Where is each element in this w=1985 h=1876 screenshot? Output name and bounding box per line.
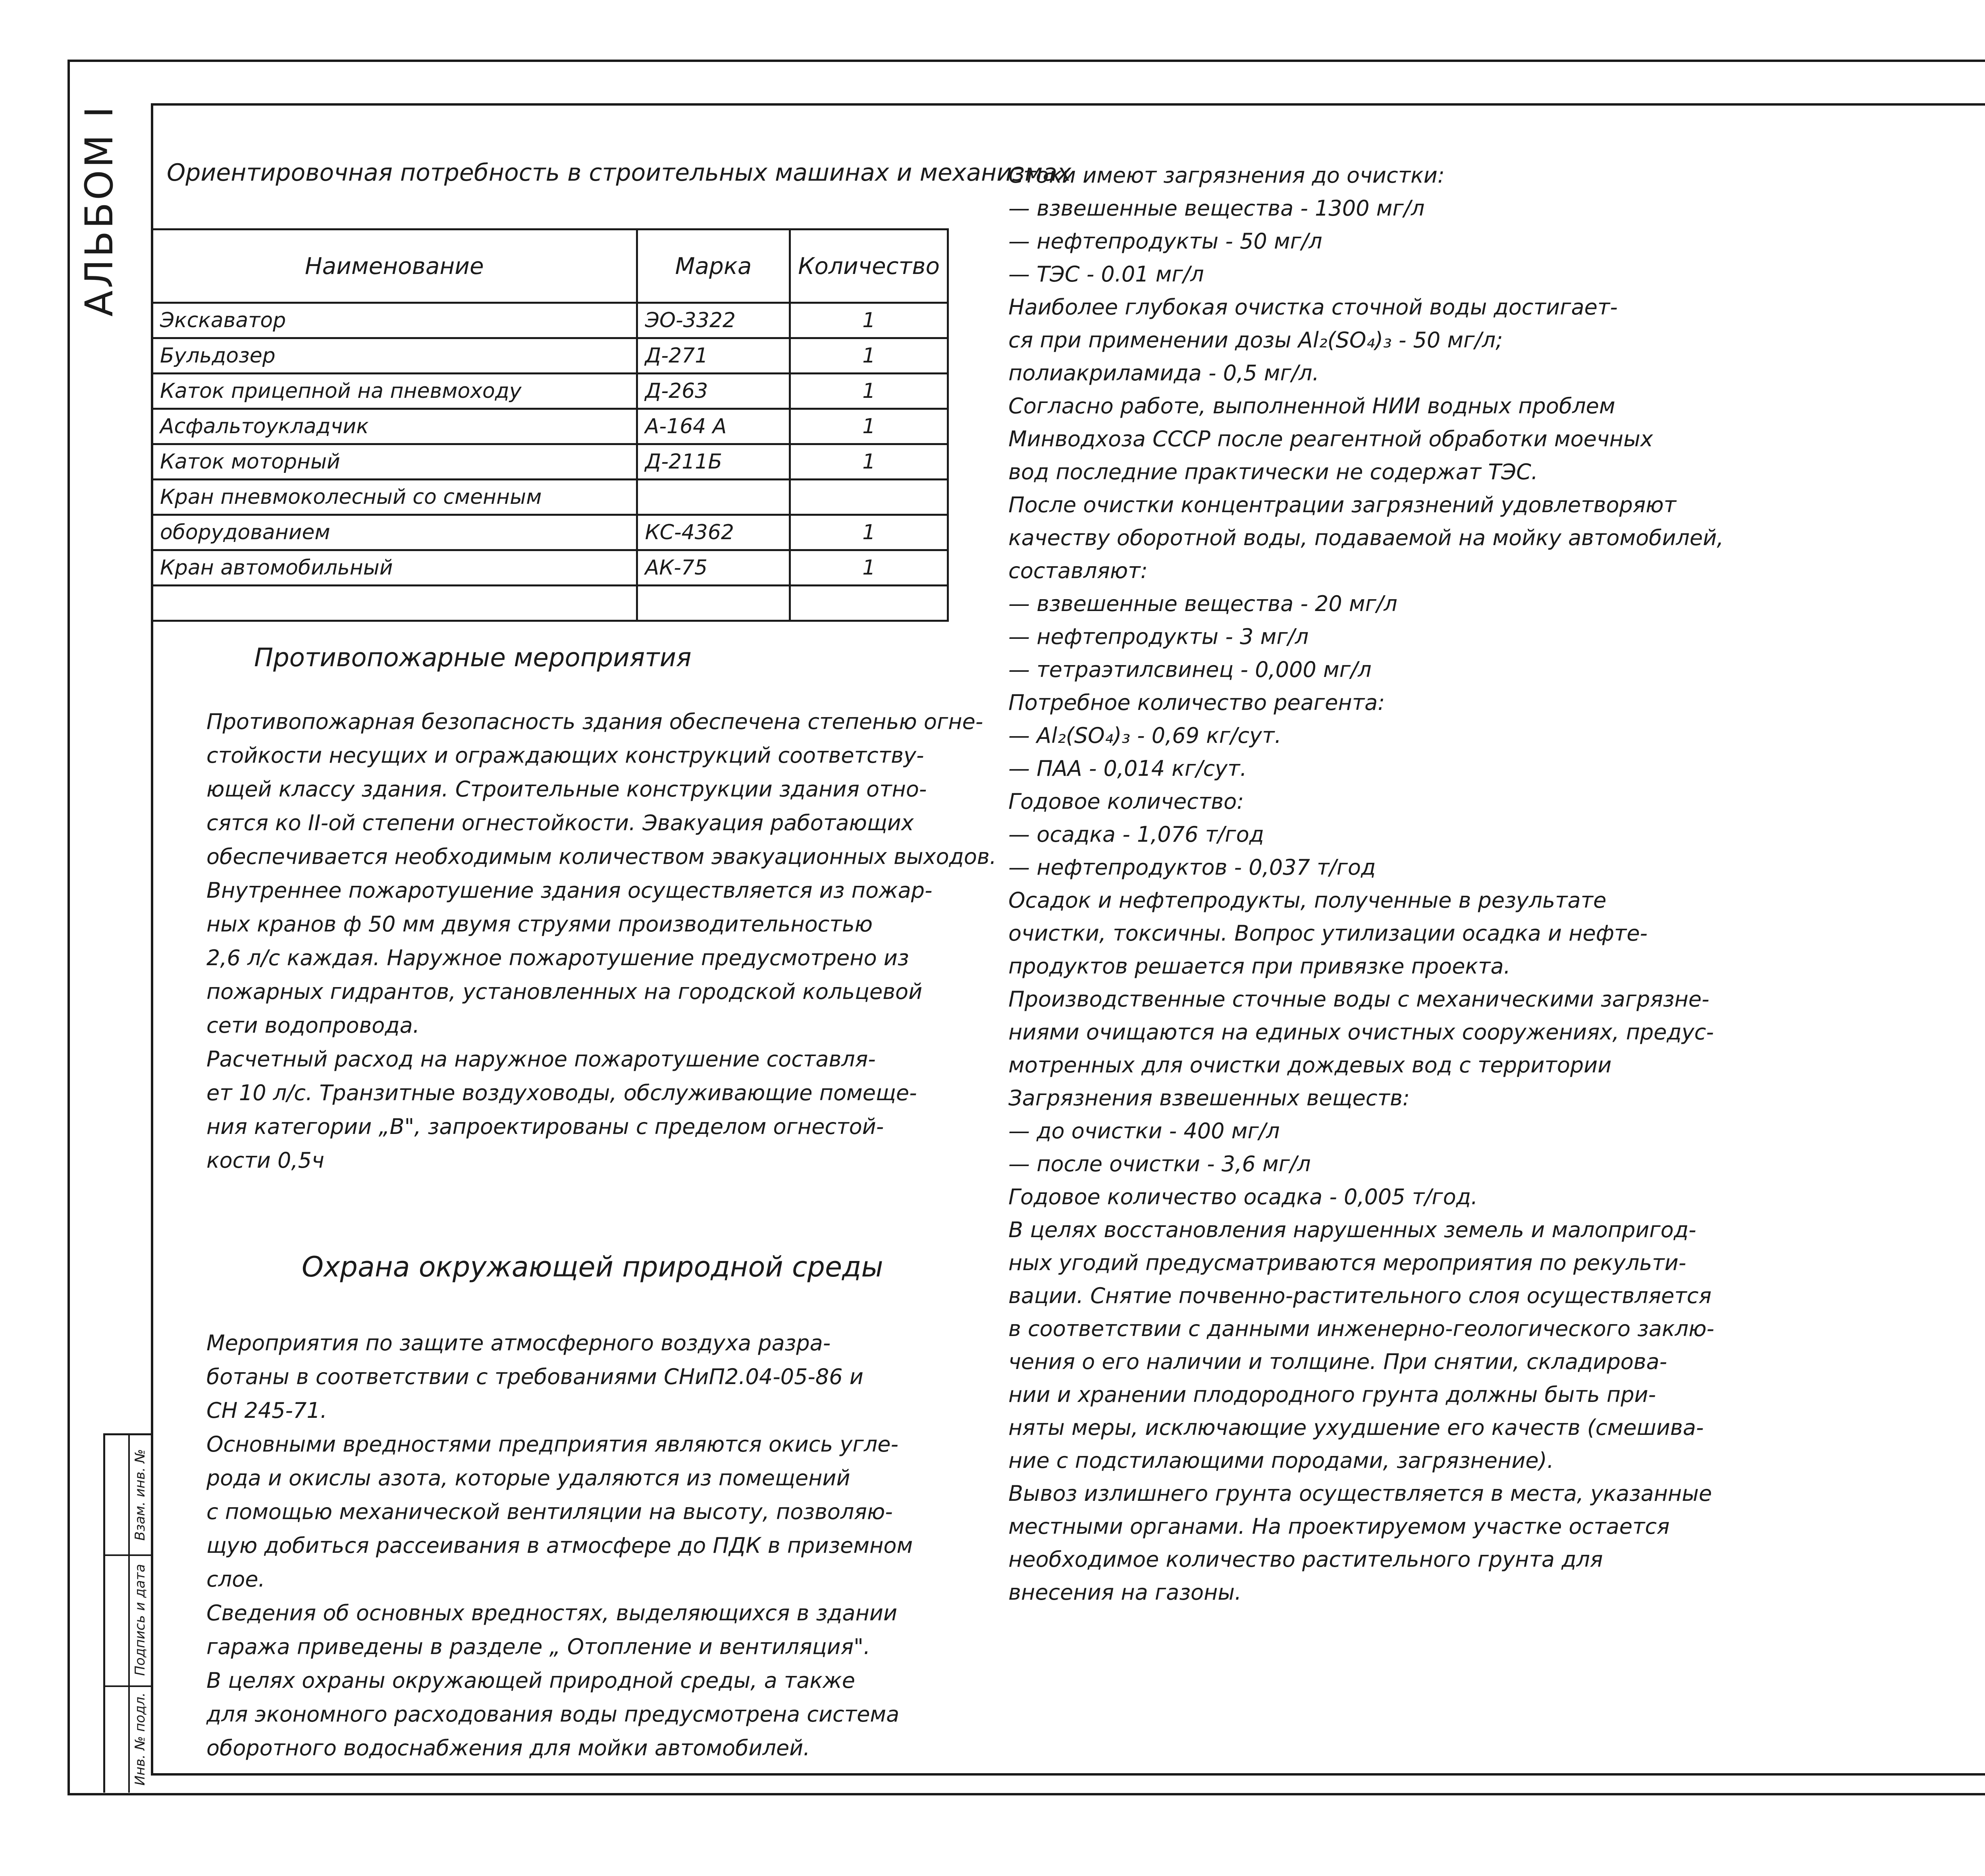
text-line: ние с подстилающими породами, загрязнение). xyxy=(1008,1448,1554,1473)
text-line: — нефтепродуктов - 0,037 т/год xyxy=(1008,855,1376,880)
cell-qty: 1 xyxy=(790,444,948,480)
text-line: вод последние практически не содержат ТЭС. xyxy=(1008,459,1538,484)
text-line: ботаны в соответствии с требованиями СНиП2.04-05-86 и xyxy=(206,1364,863,1389)
text-line: ет 10 л/с. Транзитные воздуховоды, обслуживающие помеще- xyxy=(206,1080,917,1105)
text-line: вации. Снятие почвенно-растительного слоя осуществляется xyxy=(1008,1283,1712,1308)
fire-text xyxy=(206,705,996,1177)
cell-brand: АК-75 xyxy=(637,550,790,586)
text-line: сети водопровода. xyxy=(206,1013,420,1038)
header-name: Наименование xyxy=(152,229,637,303)
text-line: — нефтепродукты - 50 мг/л xyxy=(1008,229,1322,254)
env-text xyxy=(206,1326,913,1765)
cell-qty: 1 xyxy=(790,515,948,550)
text-line: ющей классу здания. Строительные конструкции здания отно- xyxy=(206,777,927,802)
text-line: ся при применении дозы Al₂(SO₄)₃ - 50 мг/л; xyxy=(1008,328,1503,353)
text-line: — тетраэтилсвинец - 0,000 мг/л xyxy=(1008,657,1372,682)
cell-qty: 1 xyxy=(790,338,948,374)
text-line: кости 0,5ч xyxy=(206,1148,324,1173)
text-line: Сведения об основных вредностях, выделяющихся в здании xyxy=(206,1600,898,1625)
table-row xyxy=(152,303,948,338)
equipment-title: Ориентировочная потребность в строительных машинах и механизмах xyxy=(167,159,1072,187)
text-line: В целях восстановления нарушенных земель и малопригод- xyxy=(1008,1217,1696,1242)
cell-name: Экскаватор xyxy=(152,303,637,338)
equipment-table xyxy=(151,228,949,622)
text-line: гаража приведены в разделе „ Отопление и вентиляция". xyxy=(206,1634,871,1659)
text-line: ных кранов ф 50 мм двумя струями производительностью xyxy=(206,912,873,937)
margin-strip xyxy=(103,1433,153,1793)
text-line: — взвешенные вещества - 1300 мг/л xyxy=(1008,196,1425,221)
text-line: внесения на газоны. xyxy=(1008,1580,1242,1605)
strip-label-2: Подпись и дата xyxy=(132,1564,148,1676)
strip-label-1: Инв. № подл. xyxy=(132,1692,148,1786)
text-line: Стоки имеют загрязнения до очистки: xyxy=(1008,163,1445,188)
text-line: Осадок и нефтепродукты, полученные в результате xyxy=(1008,888,1607,913)
table-row xyxy=(152,515,948,550)
table-row xyxy=(152,550,948,586)
text-line: оборотного водоснабжения для мойки автомобилей. xyxy=(206,1735,810,1760)
table-row xyxy=(152,409,948,444)
text-line: Минводхоза СССР после реагентной обработки моечных xyxy=(1008,426,1653,451)
text-line: Вывоз излишнего грунта осуществляется в места, указанные xyxy=(1008,1481,1712,1506)
text-line: — нефтепродукты - 3 мг/л xyxy=(1008,624,1309,649)
text-line: чения о его наличии и толщине. При снятии, складирова- xyxy=(1008,1349,1667,1374)
text-line: Внутреннее пожаротушение здания осуществляется из пожар- xyxy=(206,878,933,903)
text-line: составляют: xyxy=(1008,558,1148,583)
env-heading: Охрана окружающей природной среды xyxy=(302,1251,883,1283)
text-line: Годовое количество осадка - 0,005 т/год. xyxy=(1008,1184,1478,1209)
text-line: для экономного расходования воды предусмотрена система xyxy=(206,1702,900,1727)
cell-name: Каток моторный xyxy=(152,444,637,480)
text-line: обеспечивается необходимым количеством эвакуационных выходов. xyxy=(206,844,996,869)
text-line: щую добиться рассеивания в атмосфере до ПДК в приземном xyxy=(206,1533,913,1558)
text-line: рода и окислы азота, которые удаляются из помещений xyxy=(206,1465,850,1490)
text-line: — после очистки - 3,6 мг/л xyxy=(1008,1151,1311,1176)
cell-name: Каток прицепной на пневмоходу xyxy=(152,374,637,409)
table-row-empty xyxy=(152,586,948,621)
text-line: сятся ко II-ой степени огнестойкости. Эвакуация работающих xyxy=(206,810,914,835)
text-line: Наиболее глубокая очистка сточной воды достигает- xyxy=(1008,295,1618,320)
text-line: — Al₂(SO₄)₃ - 0,69 кг/сут. xyxy=(1008,723,1282,748)
text-line: мотренных для очистки дождевых вод с территории xyxy=(1008,1053,1612,1078)
text-line: — ТЭС - 0.01 мг/л xyxy=(1008,262,1204,287)
text-line: Потребное количество реагента: xyxy=(1008,690,1385,715)
cell-name: Кран пневмоколесный со сменным xyxy=(152,480,637,515)
cell-brand: А-164 А xyxy=(637,409,790,444)
text-line: качеству оборотной воды, подаваемой на мойку автомобилей, xyxy=(1008,525,1724,550)
table-row xyxy=(152,480,948,515)
text-line: Годовое количество: xyxy=(1008,789,1244,814)
text-line: Основными вредностями предприятия являются окись угле- xyxy=(206,1432,898,1457)
cell-qty: 1 xyxy=(790,374,948,409)
cell-name: оборудованием xyxy=(152,515,637,550)
text-line: — до очистки - 400 мг/л xyxy=(1008,1118,1280,1143)
header-qty: Количество xyxy=(790,229,948,303)
text-line: Мероприятия по защите атмосферного воздуха разра- xyxy=(206,1330,831,1355)
strip-cell-3 xyxy=(105,1685,153,1793)
strip-cell-2 xyxy=(105,1554,153,1687)
text-line: нии и хранении плодородного грунта должны быть при- xyxy=(1008,1382,1656,1407)
text-line: с помощью механической вентиляции на высоту, позволяю- xyxy=(206,1499,893,1524)
text-line: очистки, токсичны. Вопрос утилизации осадка и нефте- xyxy=(1008,921,1648,946)
cell-qty: 1 xyxy=(790,409,948,444)
album-label xyxy=(71,103,127,318)
table-row xyxy=(152,338,948,374)
header-brand: Марка xyxy=(637,229,790,303)
text-line: ния категории „В", запроектированы с пределом огнестой- xyxy=(206,1114,884,1139)
text-line: Расчетный расход на наружное пожаротушение составля- xyxy=(206,1047,876,1072)
cell-name: Бульдозер xyxy=(152,338,637,374)
text-line: — взвешенные вещества - 20 мг/л xyxy=(1008,591,1397,616)
text-line: В целях охраны окружающей природной среды, а также xyxy=(206,1668,855,1693)
cell-brand: Д-271 xyxy=(637,338,790,374)
cell-brand: КС-4362 xyxy=(637,515,790,550)
text-line: в соответствии с данными инженерно-геологического заклю- xyxy=(1008,1316,1715,1341)
text-line: — ПАА - 0,014 кг/сут. xyxy=(1008,756,1247,781)
cell-name: Кран автомобильный xyxy=(152,550,637,586)
text-line: Противопожарная безопасность здания обеспечена степенью огне- xyxy=(206,709,983,734)
text-line: ниями очищаются на единых очистных сооружениях, предус- xyxy=(1008,1020,1714,1045)
text-line: Загрязнения взвешенных веществ: xyxy=(1008,1085,1410,1111)
text-line: няты меры, исключающие ухудшение его качеств (смешива- xyxy=(1008,1415,1704,1440)
cell-name: Асфальтоукладчик xyxy=(152,409,637,444)
strip-cell-1 xyxy=(105,1435,153,1556)
album-label-text: АЛЬБОМ I xyxy=(77,104,121,317)
text-line: Согласно работе, выполненной НИИ водных проблем xyxy=(1008,393,1615,418)
cell-brand: Д-211Б xyxy=(637,444,790,480)
cell-qty: 1 xyxy=(790,303,948,338)
text-line: Производственные сточные воды с механическими загрязне- xyxy=(1008,987,1709,1012)
cell-qty xyxy=(790,480,948,515)
cell-brand: ЭО-3322 xyxy=(637,303,790,338)
fire-heading: Противопожарные мероприятия xyxy=(254,643,692,673)
strip-label-3: Взам. инв. № xyxy=(132,1449,148,1541)
text-line: продуктов решается при привязке проекта. xyxy=(1008,954,1511,979)
table-row xyxy=(152,444,948,480)
text-line: пожарных гидрантов, установленных на городской кольцевой xyxy=(206,979,923,1004)
text-line: местными органами. На проектируемом участке остается xyxy=(1008,1514,1670,1539)
text-line: слое. xyxy=(206,1567,265,1592)
table-row xyxy=(152,374,948,409)
cell-qty: 1 xyxy=(790,550,948,586)
text-line: стойкости несущих и ограждающих конструкций соответству- xyxy=(206,743,924,768)
wastewater-text xyxy=(1008,159,1724,1609)
text-line: необходимое количество растительного грунта для xyxy=(1008,1547,1603,1572)
table-header-row xyxy=(152,229,948,303)
text-line: 2,6 л/с каждая. Наружное пожаротушение предусмотрено из xyxy=(206,945,909,970)
text-line: После очистки концентрации загрязнений удовлетворяют xyxy=(1008,492,1677,517)
cell-brand xyxy=(637,480,790,515)
cell-brand: Д-263 xyxy=(637,374,790,409)
text-line: — осадка - 1,076 т/год xyxy=(1008,822,1264,847)
text-line: ных угодий предусматриваются мероприятия по рекульти- xyxy=(1008,1250,1686,1275)
text-line: полиакриламида - 0,5 мг/л. xyxy=(1008,361,1319,386)
text-line: СН 245-71. xyxy=(206,1398,327,1423)
